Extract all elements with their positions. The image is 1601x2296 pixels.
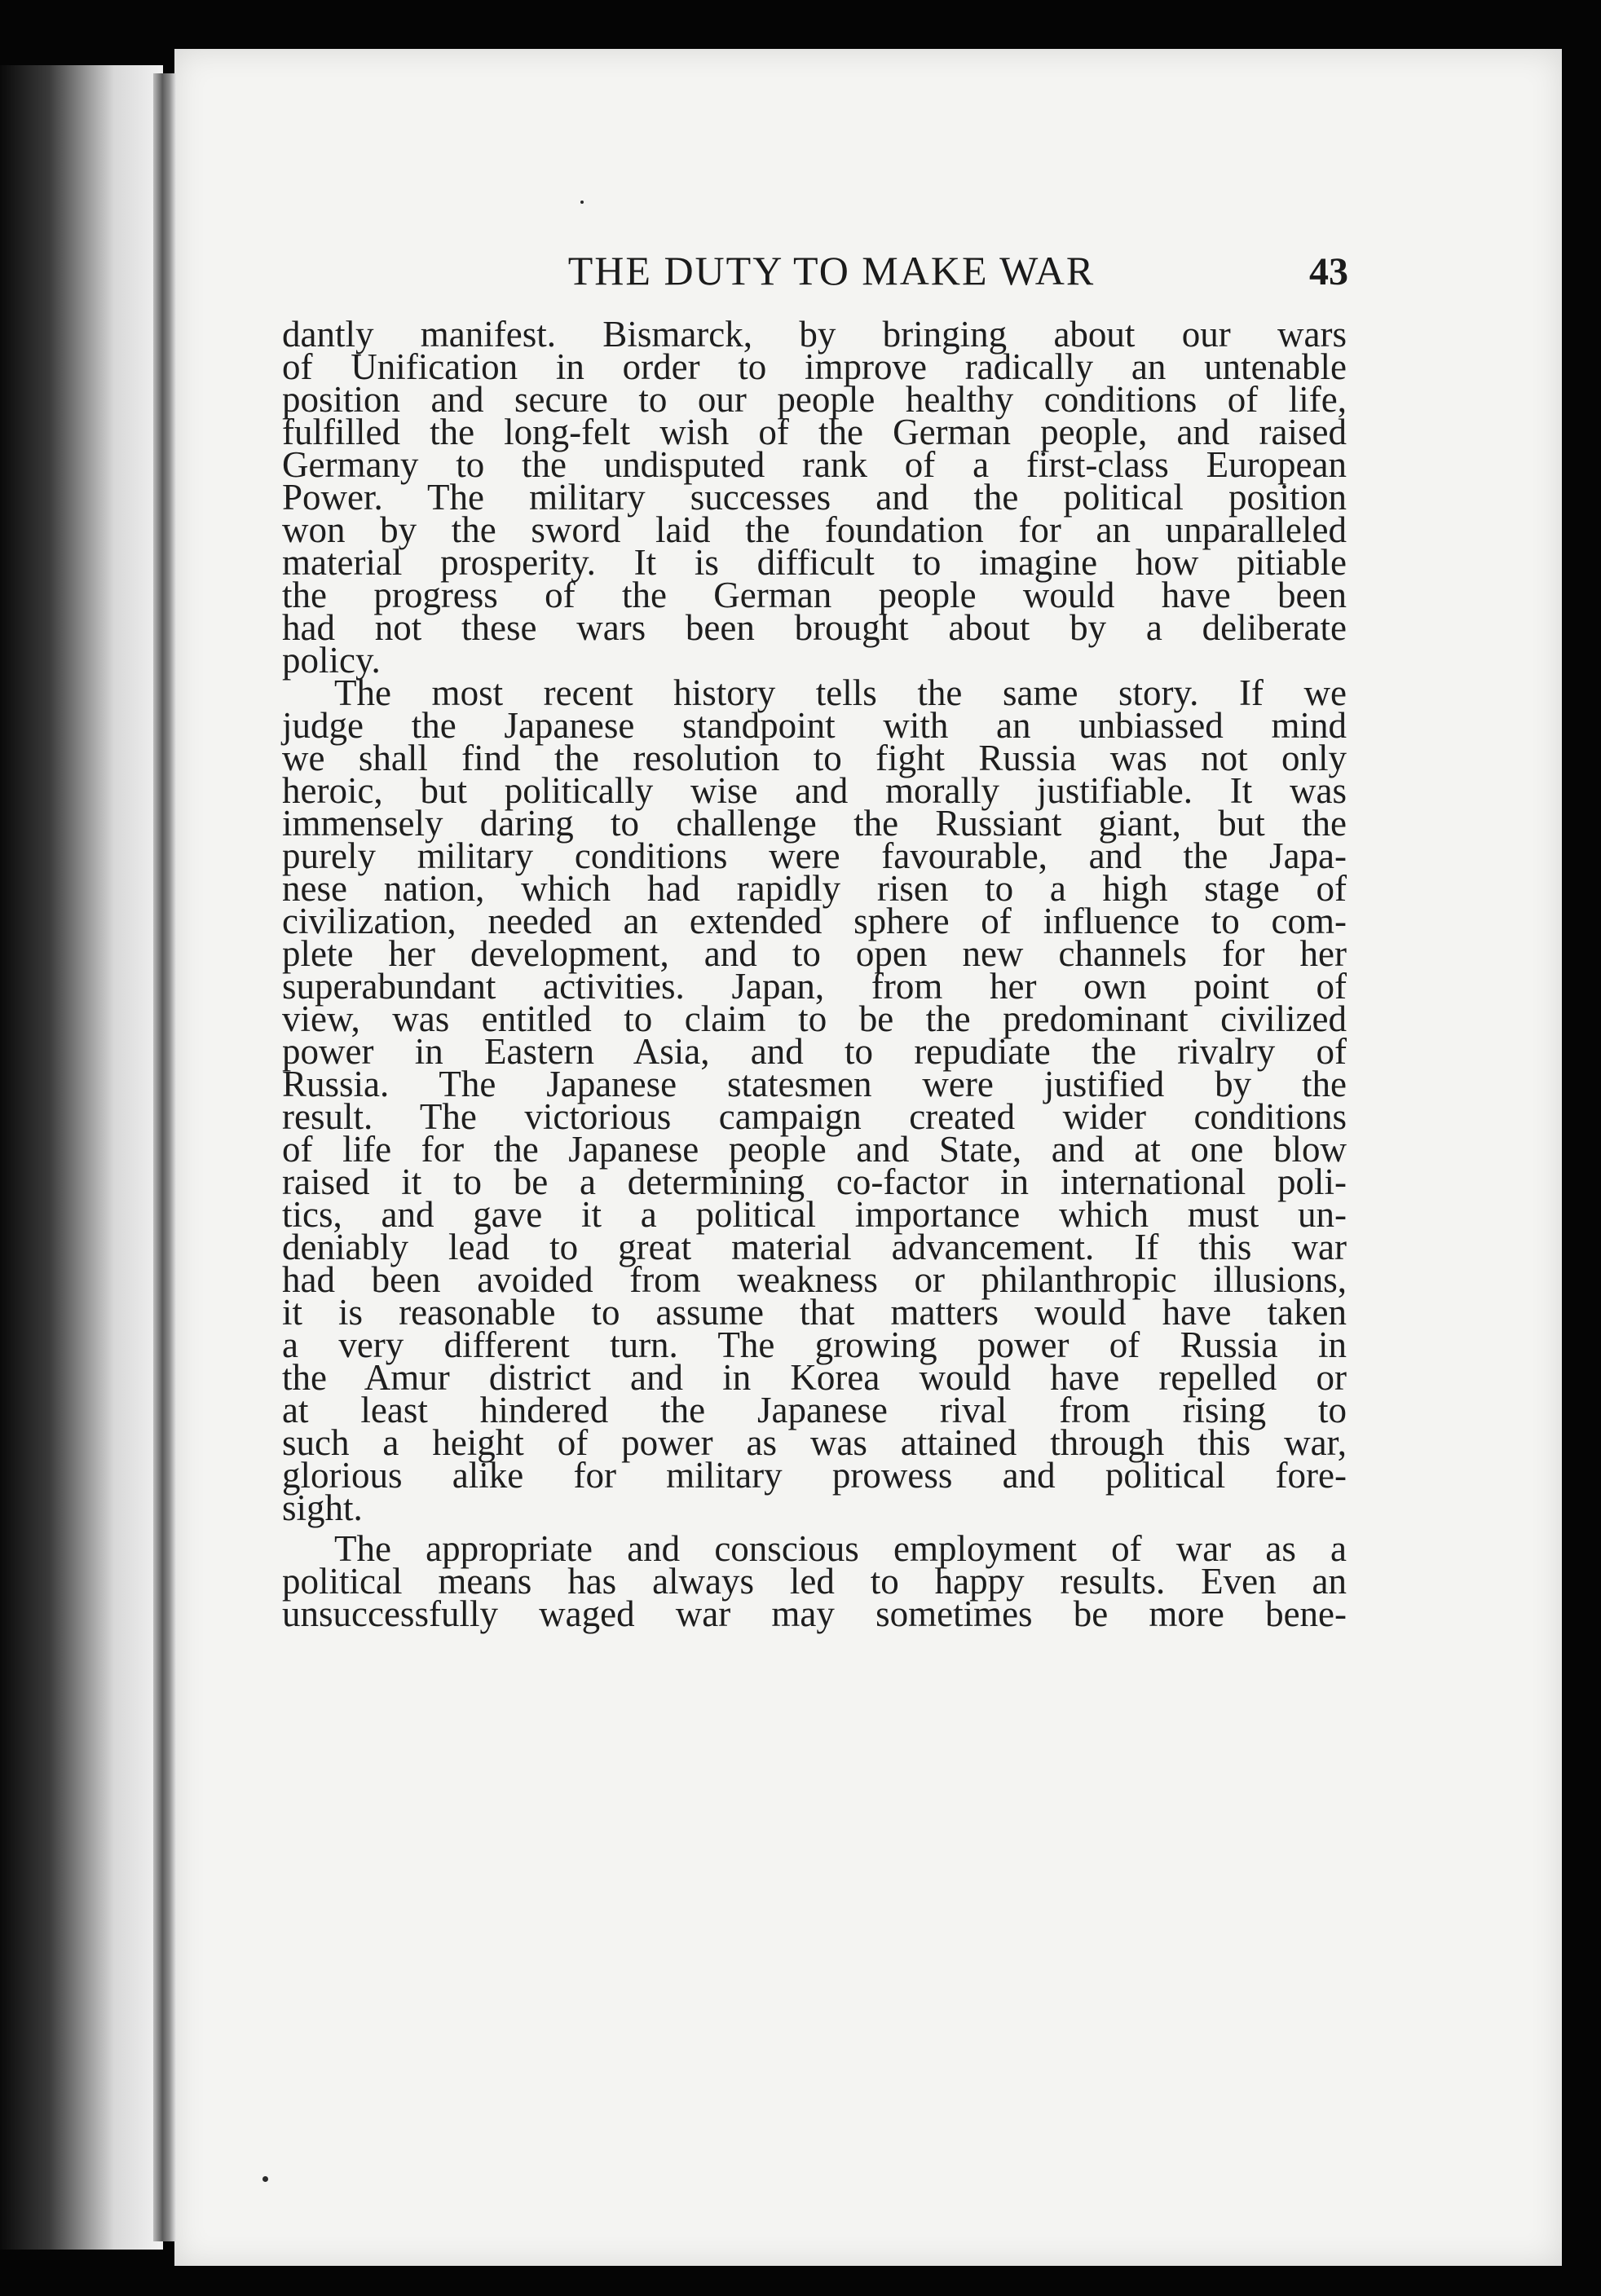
- text-line: plete her development, and to open new channels for her: [282, 933, 1347, 974]
- text-line: political means has always led to happy results. Even an: [282, 1561, 1347, 1602]
- ink-speck: [262, 2176, 268, 2182]
- text-line: had been avoided from weakness or philanthropic illusions,: [282, 1259, 1347, 1300]
- text-line: unsuccessfully waged war may sometimes be more bene-: [282, 1593, 1347, 1634]
- text-line: position and secure to our people healthy conditions of life,: [282, 379, 1347, 420]
- text-line: the Amur district and in Korea would have repelled or: [282, 1357, 1347, 1398]
- text-line: The most recent history tells the same story. If we: [334, 672, 1347, 713]
- text-line: view, was entitled to claim to be the predominant civilized: [282, 998, 1347, 1039]
- text-line: Germany to the undisputed rank of a first-class European: [282, 444, 1347, 485]
- text-line: Power. The military successes and the political position: [282, 477, 1347, 518]
- paragraph: [282, 314, 1347, 681]
- text-line: the progress of the German people would have been: [282, 575, 1347, 615]
- text-line: result. The victorious campaign created wider conditions: [282, 1096, 1347, 1137]
- text-line: civilization, needed an extended sphere of influence to com-: [282, 901, 1347, 941]
- running-head: THE DUTY TO MAKE WAR: [567, 248, 1096, 293]
- text-line: purely military conditions were favourable, and the Japa-: [282, 835, 1347, 876]
- text-line: superabundant activities. Japan, from her own point of: [282, 966, 1347, 1007]
- page-number: 43: [1309, 250, 1348, 293]
- text-line: power in Eastern Asia, and to repudiate the rivalry of: [282, 1031, 1347, 1072]
- gutter-shadow: [153, 73, 176, 2241]
- paragraph: [282, 672, 1347, 1528]
- text-line: of Unification in order to improve radically an untenable: [282, 346, 1347, 387]
- text-line: a very different turn. The growing power of Russia in: [282, 1324, 1347, 1365]
- text-line: glorious alike for military prowess and political fore-: [282, 1455, 1347, 1496]
- text-line: won by the sword laid the foundation for an unparalleled: [282, 509, 1347, 550]
- text-line: raised it to be a determining co-factor in international poli-: [282, 1161, 1347, 1202]
- text-line: had not these wars been brought about by a deliberate: [282, 607, 1347, 648]
- paragraph: [282, 1528, 1347, 1634]
- text-line: it is reasonable to assume that matters would have taken: [282, 1292, 1347, 1333]
- text-line: immensely daring to challenge the Russiant giant, but the: [282, 803, 1347, 844]
- text-line: nese nation, which had rapidly risen to a high stage of: [282, 868, 1347, 909]
- text-line: tics, and gave it a political importance which must un-: [282, 1194, 1347, 1235]
- text-line: fulfilled the long-felt wish of the German people, and raised: [282, 412, 1347, 452]
- text-line: heroic, but politically wise and morally justifiable. It was: [282, 770, 1347, 811]
- text-line: policy.: [282, 640, 381, 681]
- text-line: deniably lead to great material advancement. If this war: [282, 1227, 1347, 1267]
- text-line: at least hindered the Japanese rival from rising to: [282, 1390, 1347, 1430]
- text-line: Russia. The Japanese statesmen were justified by the: [282, 1064, 1347, 1104]
- text-line: The appropriate and conscious employment of war as a: [334, 1528, 1347, 1569]
- text-line: of life for the Japanese people and State, and at one blow: [282, 1129, 1347, 1170]
- text-line: we shall find the resolution to fight Russia was not only: [282, 738, 1347, 778]
- text-line: such a height of power as was attained through this war,: [282, 1422, 1347, 1463]
- text-line: judge the Japanese standpoint with an unbiassed mind: [282, 705, 1347, 746]
- text-line: material prosperity. It is difficult to imagine how pitiable: [282, 542, 1347, 583]
- text-line: sight.: [282, 1487, 363, 1528]
- text-line: dantly manifest. Bismarck, by bringing about our wars: [282, 314, 1347, 355]
- ink-speck: [580, 201, 584, 204]
- facing-page-edge: [0, 65, 163, 2250]
- body-text: [282, 314, 1347, 1634]
